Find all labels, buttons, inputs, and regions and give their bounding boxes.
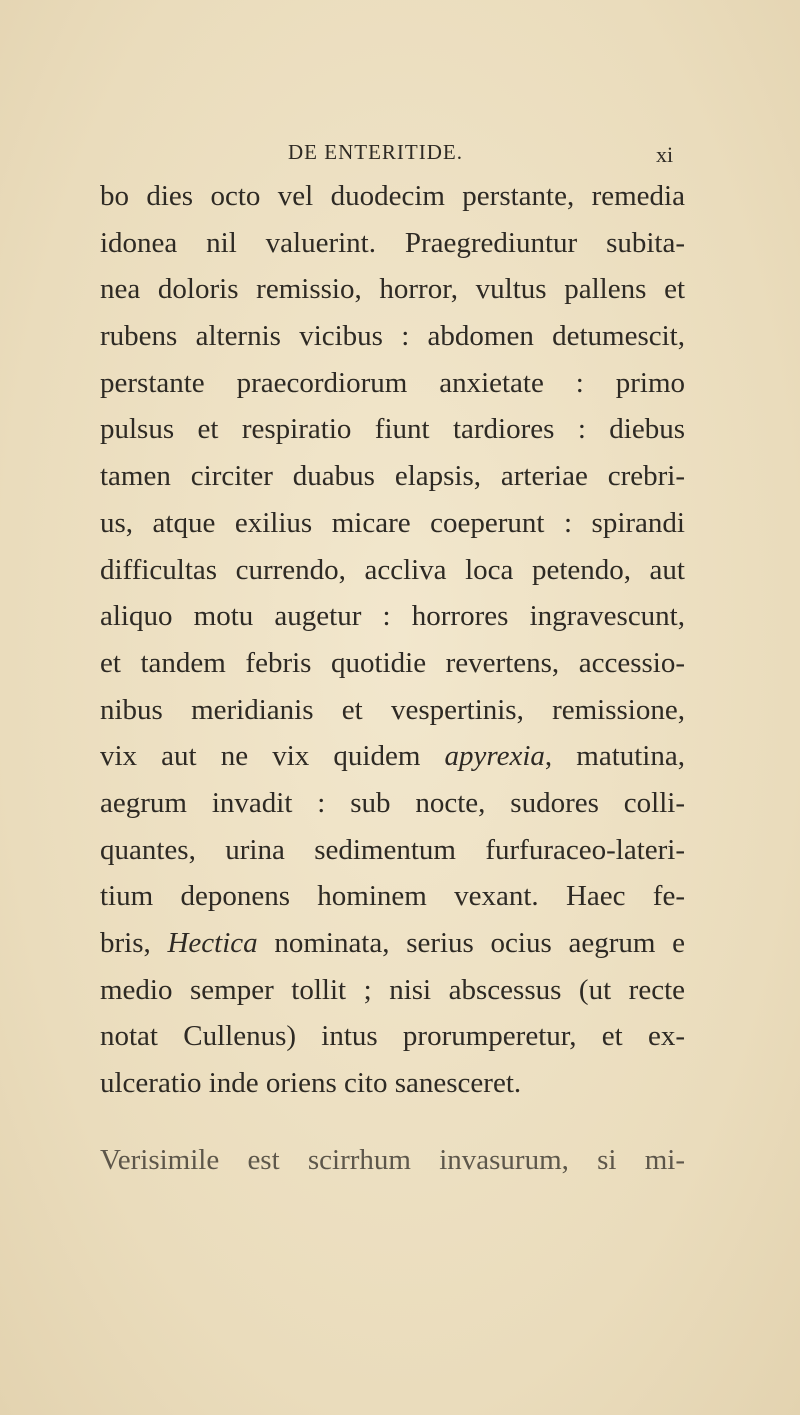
running-header (288, 140, 674, 167)
text-segment: bris, (100, 927, 168, 959)
text-line: difficultas currendo, accliva loca petendo, aut (100, 553, 685, 586)
text-line: rubens alternis vicibus : abdomen detumescit, (100, 320, 685, 353)
italic-term-hectica: Hectica (167, 927, 258, 959)
text-line: bo dies octo vel duodecim perstante, remedia (100, 180, 685, 212)
body-text (100, 173, 685, 1183)
text-segment: , matutina, (544, 740, 685, 773)
page-number: xi (656, 142, 674, 167)
text-line: et tandem febris quotidie revertens, accessio- (100, 646, 685, 679)
text-line: ulceratio inde oriens cito sanesceret. (100, 1067, 522, 1100)
text-line: notat Cullenus) intus prorumperetur, et ex- (100, 1020, 685, 1053)
text-line: pulsus et respiratio fiunt tardiores : diebus (100, 413, 685, 446)
text-line: aliquo motu augetur : horrores ingravescunt, (100, 600, 685, 633)
text-line: tium deponens hominem vexant. Haec fe- (100, 880, 685, 913)
text-segment: nominata, serius ocius aegrum e (257, 927, 685, 959)
text-line: nibus meridianis et vespertinis, remissione, (100, 693, 685, 726)
running-title: DE ENTERITIDE. (288, 140, 463, 164)
text-line: aegrum invadit : sub nocte, sudores colli- (100, 786, 685, 819)
text-line: us, atque exilius micare coeperunt : spirandi (100, 506, 685, 539)
text-line: medio semper tollit ; nisi abscessus (ut recte (100, 973, 685, 1006)
text-line: nea doloris remissio, horror, vultus pallens et (100, 273, 685, 306)
text-line (100, 733, 685, 780)
italic-term-apyrexia: apyrexia (444, 740, 545, 773)
text-line: tamen circiter duabus elapsis, arteriae crebri- (100, 460, 685, 493)
text-line: idonea nil valuerint. Praegrediuntur subita- (100, 226, 685, 259)
paragraph-gap (100, 1107, 685, 1137)
text-line: perstante praecordiorum anxietate : primo (100, 366, 685, 399)
text-line: quantes, urina sedimentum furfuraceo-lateri- (100, 833, 685, 866)
text-segment: vix aut ne vix quidem (100, 740, 445, 773)
text-line (100, 920, 685, 967)
text-line-next-paragraph: Verisimile est scirrhum invasurum, si mi- (100, 1143, 685, 1176)
